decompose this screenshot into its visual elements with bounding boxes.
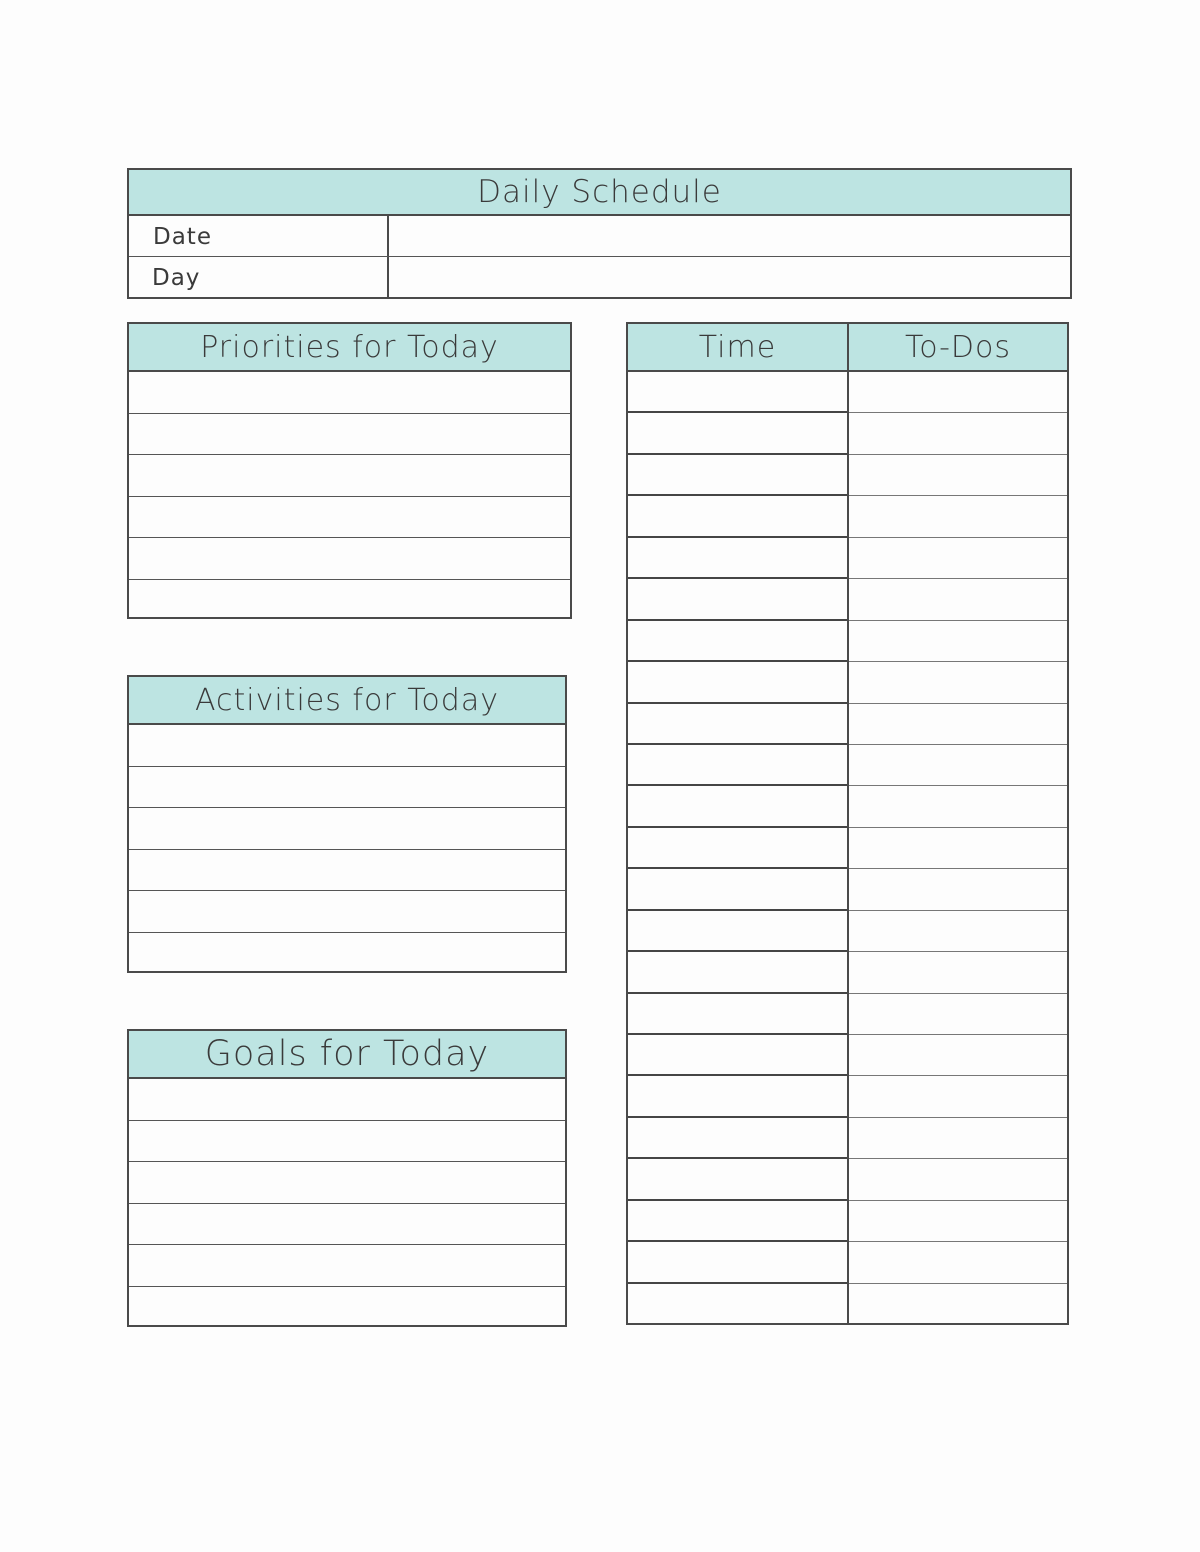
priority-row[interactable] — [129, 538, 570, 580]
priority-row[interactable] — [129, 497, 570, 539]
todo-cell[interactable] — [849, 413, 1067, 454]
activity-row[interactable] — [129, 767, 565, 809]
todo-cell[interactable] — [849, 372, 1067, 413]
todo-cell[interactable] — [849, 455, 1067, 496]
time-cell[interactable] — [628, 828, 847, 869]
goal-row[interactable] — [129, 1121, 565, 1163]
todo-cell[interactable] — [849, 579, 1067, 620]
todo-cell[interactable] — [849, 704, 1067, 745]
schedule-table — [626, 322, 1069, 1325]
activity-row[interactable] — [129, 891, 565, 933]
time-cell[interactable] — [628, 413, 847, 454]
priority-row[interactable] — [129, 414, 570, 456]
todo-cell[interactable] — [849, 828, 1067, 869]
time-cell[interactable] — [628, 1118, 847, 1159]
time-cell[interactable] — [628, 1284, 847, 1325]
todo-cell[interactable] — [849, 621, 1067, 662]
time-cell[interactable] — [628, 1159, 847, 1200]
goal-row[interactable] — [129, 1245, 565, 1287]
todo-cell[interactable] — [849, 1159, 1067, 1200]
date-field[interactable] — [387, 216, 1070, 256]
time-header: Time — [628, 324, 849, 372]
time-cell[interactable] — [628, 952, 847, 993]
todos-header: To-Dos — [849, 324, 1067, 372]
time-cell[interactable] — [628, 745, 847, 786]
time-cell[interactable] — [628, 662, 847, 703]
activities-table — [127, 675, 567, 973]
daily-schedule-header — [127, 168, 1072, 299]
todos-column — [849, 372, 1067, 1325]
time-column — [628, 372, 849, 1325]
todo-cell[interactable] — [849, 911, 1067, 952]
schedule-header — [628, 324, 1067, 372]
time-cell[interactable] — [628, 621, 847, 662]
schedule-body — [628, 372, 1067, 1325]
activity-row[interactable] — [129, 725, 565, 767]
time-cell[interactable] — [628, 1035, 847, 1076]
priority-row[interactable] — [129, 580, 570, 622]
time-cell[interactable] — [628, 1201, 847, 1242]
todo-cell[interactable] — [849, 994, 1067, 1035]
time-cell[interactable] — [628, 372, 847, 413]
activity-row[interactable] — [129, 933, 565, 975]
time-cell[interactable] — [628, 538, 847, 579]
todo-cell[interactable] — [849, 1118, 1067, 1159]
todo-cell[interactable] — [849, 496, 1067, 537]
todo-cell[interactable] — [849, 745, 1067, 786]
time-cell[interactable] — [628, 704, 847, 745]
priority-row[interactable] — [129, 372, 570, 414]
priorities-table — [127, 322, 572, 619]
day-label: Day — [152, 265, 201, 291]
time-cell[interactable] — [628, 869, 847, 910]
date-label: Date — [153, 224, 212, 250]
todo-cell[interactable] — [849, 786, 1067, 827]
time-cell[interactable] — [628, 994, 847, 1035]
goal-row[interactable] — [129, 1079, 565, 1121]
activity-row[interactable] — [129, 808, 565, 850]
time-cell[interactable] — [628, 455, 847, 496]
time-cell[interactable] — [628, 1242, 847, 1283]
time-cell[interactable] — [628, 911, 847, 952]
date-row — [129, 216, 1070, 257]
todo-cell[interactable] — [849, 1035, 1067, 1076]
todo-cell[interactable] — [849, 1201, 1067, 1242]
todo-cell[interactable] — [849, 662, 1067, 703]
todo-cell[interactable] — [849, 1242, 1067, 1283]
priorities-title: Priorities for Today — [129, 324, 570, 372]
goals-table — [127, 1029, 567, 1327]
goal-row[interactable] — [129, 1287, 565, 1329]
time-cell[interactable] — [628, 579, 847, 620]
day-row — [129, 257, 1070, 297]
todo-cell[interactable] — [849, 1284, 1067, 1325]
todo-cell[interactable] — [849, 1076, 1067, 1117]
priority-row[interactable] — [129, 455, 570, 497]
todo-cell[interactable] — [849, 869, 1067, 910]
time-cell[interactable] — [628, 786, 847, 827]
day-field[interactable] — [387, 257, 1070, 297]
goal-row[interactable] — [129, 1162, 565, 1204]
time-cell[interactable] — [628, 496, 847, 537]
activities-title: Activities for Today — [129, 677, 565, 725]
goal-row[interactable] — [129, 1204, 565, 1246]
page-title: Daily Schedule — [129, 170, 1070, 216]
todo-cell[interactable] — [849, 952, 1067, 993]
goals-title: Goals for Today — [129, 1031, 565, 1079]
activity-row[interactable] — [129, 850, 565, 892]
todo-cell[interactable] — [849, 538, 1067, 579]
time-cell[interactable] — [628, 1076, 847, 1117]
